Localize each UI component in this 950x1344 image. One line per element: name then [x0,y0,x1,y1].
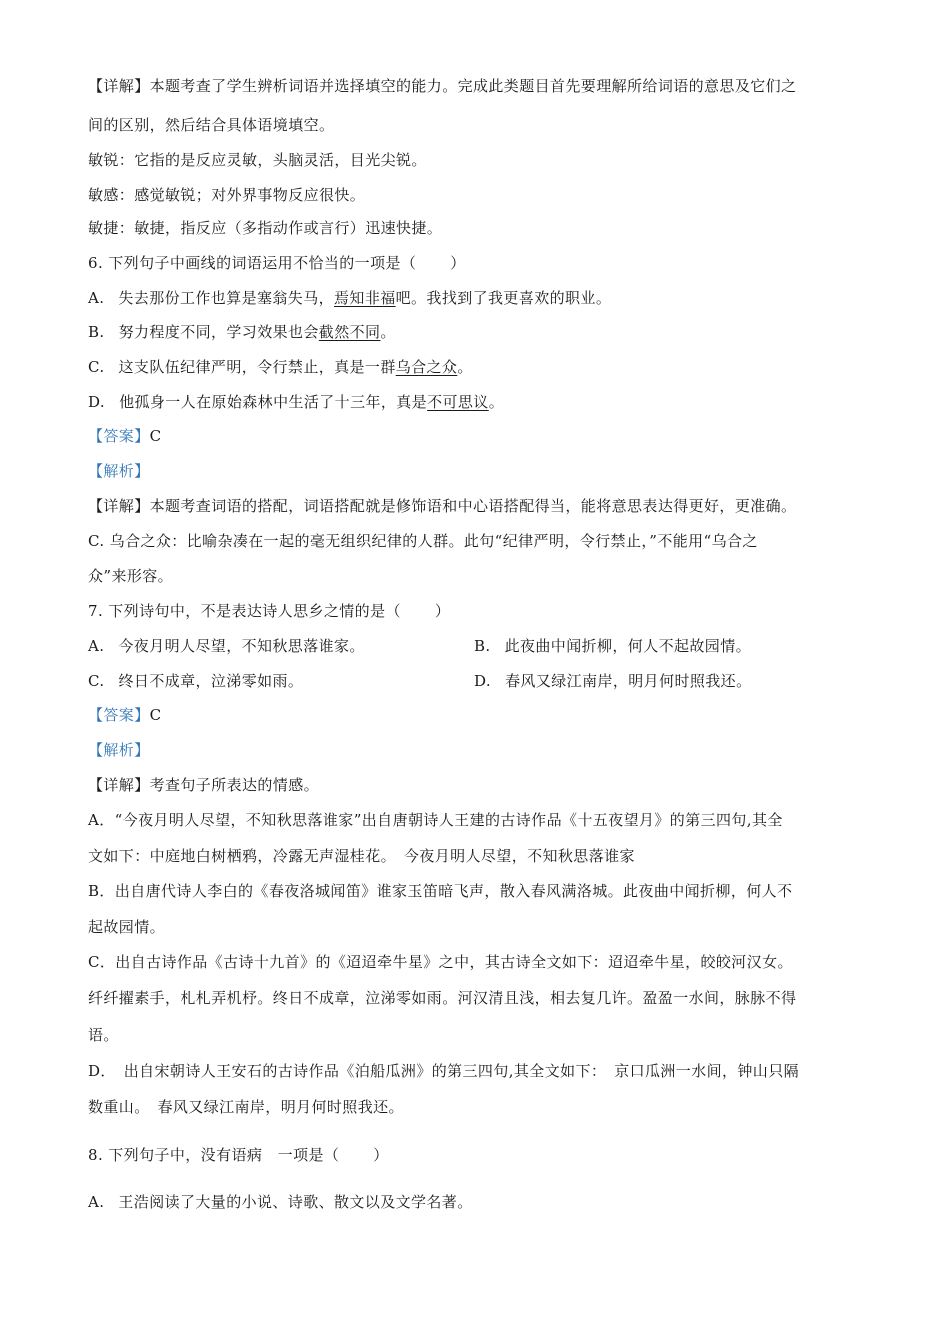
q6-analysis-tag: 【解析】 [88,462,150,480]
definition-mingan: 敏感：感觉敏锐；对外界事物反应很快。 [88,186,366,204]
answer-tag: 【答案】 [88,427,150,445]
q7-option-c: C. 终日不成章，泣涕零如雨。 [88,672,304,690]
q7-analysis-tag: 【解析】 [88,741,150,759]
q7-explain-a-2: 文如下：中庭地白树栖鸦，冷露无声湿桂花。 今夜月明人尽望，不知秋思落谁家 [88,847,635,865]
answer-value: C [149,427,162,445]
q6-option-d: D. 他孤身一人在原始森林中生活了十三年，真是不可思议。 [88,393,505,411]
definition-minjie: 敏捷：敏捷，指反应（多指动作或言行）迅速快捷。 [88,219,443,237]
answer-tag: 【答案】 [88,706,150,724]
q7-detail-line-0: 【详解】考查句子所表达的情感。 [88,776,320,794]
q8-option-a: A. 王浩阅读了大量的小说、诗歌、散文以及文学名著。 [88,1193,473,1211]
q7-explain-b-2: 起故园情。 [88,918,166,936]
q6-answer [88,426,162,446]
intro-detail-line-1 [88,76,796,96]
underlined-word: 乌合之众 [395,358,458,376]
q6-option-c: C. 这支队伍纪律严明，令行禁止，真是一群乌合之众。 [88,358,473,376]
detail-tag: 【详解】 [88,776,150,794]
q6-detail-line-3: 众”来形容。 [88,567,174,585]
q7-explain-d-1: D． 出自宋朝诗人王安石的古诗作品《泊船瓜洲》的第三四句,其全文如下： 京口瓜洲一水间，钟山只隔 [88,1062,799,1080]
q7-question: 7. 下列诗句中，不是表达诗人思乡之情的是（ ） [88,602,451,620]
q7-option-d: D. 春风又绿江南岸，明月何时照我还。 [474,672,752,690]
q6-option-a: A. 失去那份工作也算是塞翁失马，焉知非福吧。我找到了我更喜欢的职业。 [88,289,612,307]
underlined-word: 焉知非福 [334,289,396,307]
answer-value: C [149,706,162,724]
q6-detail-line-1: 【详解】本题考查词语的搭配，词语搭配就是修饰语和中心语搭配得当，能将意思表达得更好，更准确。 [88,497,797,515]
q6-detail-line-2: C. 乌合之众：比喻杂凑在一起的毫无组织纪律的人群。此句“纪律严明，令行禁止，”不能用“乌合之 [88,532,758,550]
q7-explain-c-2: 纤纤擢素手，札札弄机杼。终日不成章，泣涕零如雨。河汉清且浅，相去复几许。盈盈一水间，脉脉不得 [88,989,797,1007]
detail-tag: 【详解】 [88,77,150,95]
underlined-word: 截然不同 [318,323,381,341]
detail-text: 本题考查了学生辨析词语并选择填空的能力。完成此类题目首先要理解所给词语的意思及它们之 [149,77,797,95]
q7-option-a: A. 今夜月明人尽望，不知秋思落谁家。 [88,637,365,655]
q7-explain-c-3: 语。 [88,1026,119,1044]
underlined-word: 不可思议 [427,393,489,411]
q6-option-b: B. 努力程度不同，学习效果也会截然不同。 [88,323,396,341]
detail-tag: 【详解】 [88,497,150,515]
q7-explain-d-2: 数重山。 春风又绿江南岸，明月何时照我还。 [88,1098,404,1116]
q6-question: 6. 下列句子中画线的词语运用不恰当的一项是（ ） [88,254,466,272]
intro-detail-line-2: 间的区别，然后结合具体语境填空。 [88,116,335,134]
q8-question: 8. 下列句子中，没有语病 一项是（ ） [88,1146,389,1164]
q7-explain-a-1: A．“今夜月明人尽望，不知秋思落谁家”出自唐朝诗人王建的古诗作品《十五夜望月》的第三四句,其全 [88,811,783,829]
definition-minrui: 敏锐：它指的是反应灵敏，头脑灵活，目光尖锐。 [88,151,427,169]
q7-answer [88,705,162,725]
q7-option-b: B. 此夜曲中闻折柳，何人不起故园情。 [474,637,751,655]
q7-explain-c-1: C．出自古诗作品《古诗十九首》的《迢迢牵牛星》之中，其古诗全文如下：迢迢牵牛星，皎皎河汉女。 [88,953,793,971]
q7-explain-b-1: B．出自唐代诗人李白的《春夜洛城闻笛》谁家玉笛暗飞声，散入春风满洛城。此夜曲中闻折柳，何人不 [88,882,793,900]
